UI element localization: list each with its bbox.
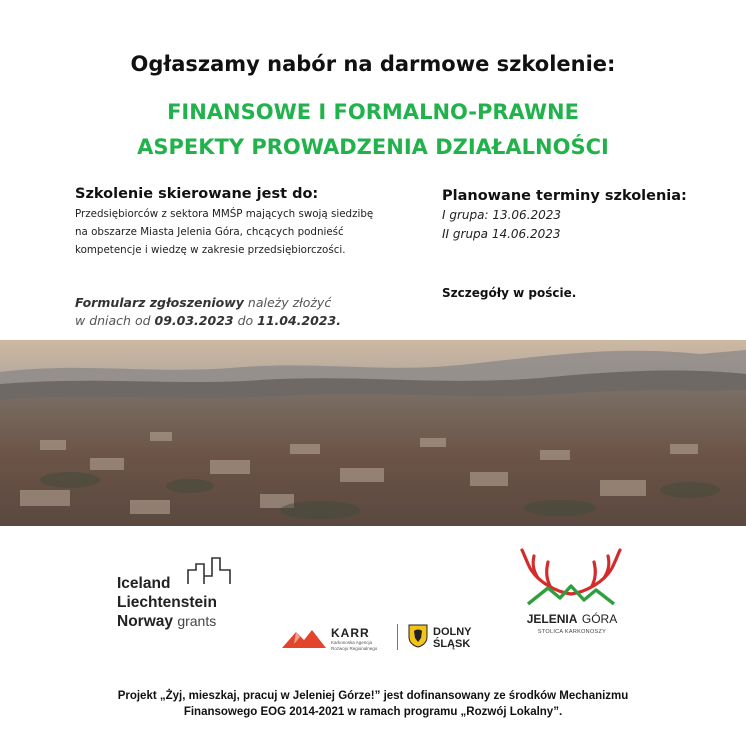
eea-logo-iceland: Iceland <box>117 575 171 592</box>
dolny-slask-crest-icon <box>408 624 428 653</box>
gora-name: GÓRA <box>581 612 618 626</box>
karr-mountain-icon <box>282 626 326 650</box>
form-date-from: 09.03.2023 <box>154 313 234 328</box>
target-description <box>75 205 415 259</box>
target-line: kompetencje i wiedzę w zakresie przedsiębiorczości. <box>75 244 346 256</box>
city-panorama-photo <box>0 340 746 526</box>
schedule-group-2: II grupa 14.06.2023 <box>442 227 561 241</box>
karr-subtitle-2: Rozwoju Regionalnego <box>331 645 378 651</box>
page-title: Ogłaszamy nabór na darmowe szkolenie: <box>130 52 616 76</box>
form-text: należy złożyć <box>243 295 332 310</box>
target-line: na obszarze Miasta Jelenia Góra, chcących podnieść <box>75 226 344 238</box>
karr-logo <box>282 626 326 655</box>
jelenia-gora-logo <box>524 610 620 635</box>
footer-line-2: Finansowego EOG 2014-2021 w ramach programu „Rozwój Lokalny”. <box>183 706 563 718</box>
jelenia-gora-antlers-icon <box>516 548 626 611</box>
schedule-section <box>442 188 722 244</box>
form-date-to: 11.04.2023. <box>257 313 341 328</box>
details-note: Szczegóły w poście. <box>442 286 577 300</box>
form-info <box>75 294 435 330</box>
training-title-line-2: ASPEKTY PROWADZENIA DZIAŁALNOŚCI <box>137 135 609 159</box>
karr-name: KARR <box>331 626 370 640</box>
dolny-slask-line-2: ŚLĄSK <box>433 638 471 650</box>
eea-logo-grants: grants <box>177 613 217 629</box>
dolny-slask-text <box>433 626 472 650</box>
schedule-group-1: I grupa: 13.06.2023 <box>442 208 562 222</box>
jelenia-subtitle: STOLICA KARKONOSZY <box>537 629 607 635</box>
jelenia-name: JELENIA <box>526 612 578 626</box>
eea-logo-norway: Norway <box>117 613 173 630</box>
form-text: do <box>233 313 258 328</box>
target-heading: Szkolenie skierowane jest do: <box>75 186 319 202</box>
karr-text <box>331 626 377 651</box>
training-title-line-1: FINANSOWE I FORMALNO-PRAWNE <box>167 100 579 124</box>
logo-divider <box>397 624 398 650</box>
form-label: Formularz zgłoszeniowy <box>75 295 244 310</box>
eea-logo-liechtenstein: Liechtenstein <box>117 594 217 611</box>
eea-grants-icon <box>186 556 234 591</box>
footer-line-1: Projekt „Żyj, mieszkaj, pracuj w Jeleniej Górze!” jest dofinansowany ze środków Mechanizmu <box>117 690 629 702</box>
form-text: w dniach od <box>75 313 155 328</box>
schedule-heading: Planowane terminy szkolenia: <box>442 188 687 204</box>
dolny-slask-line-1: DOLNY <box>433 626 472 638</box>
funding-footer <box>0 688 746 720</box>
target-line: Przedsiębiorców z sektora MMŚP mających swoją siedzibę <box>75 208 374 220</box>
target-section <box>75 186 415 259</box>
karr-subtitle-1: Karkonoska Agencja <box>331 640 373 645</box>
